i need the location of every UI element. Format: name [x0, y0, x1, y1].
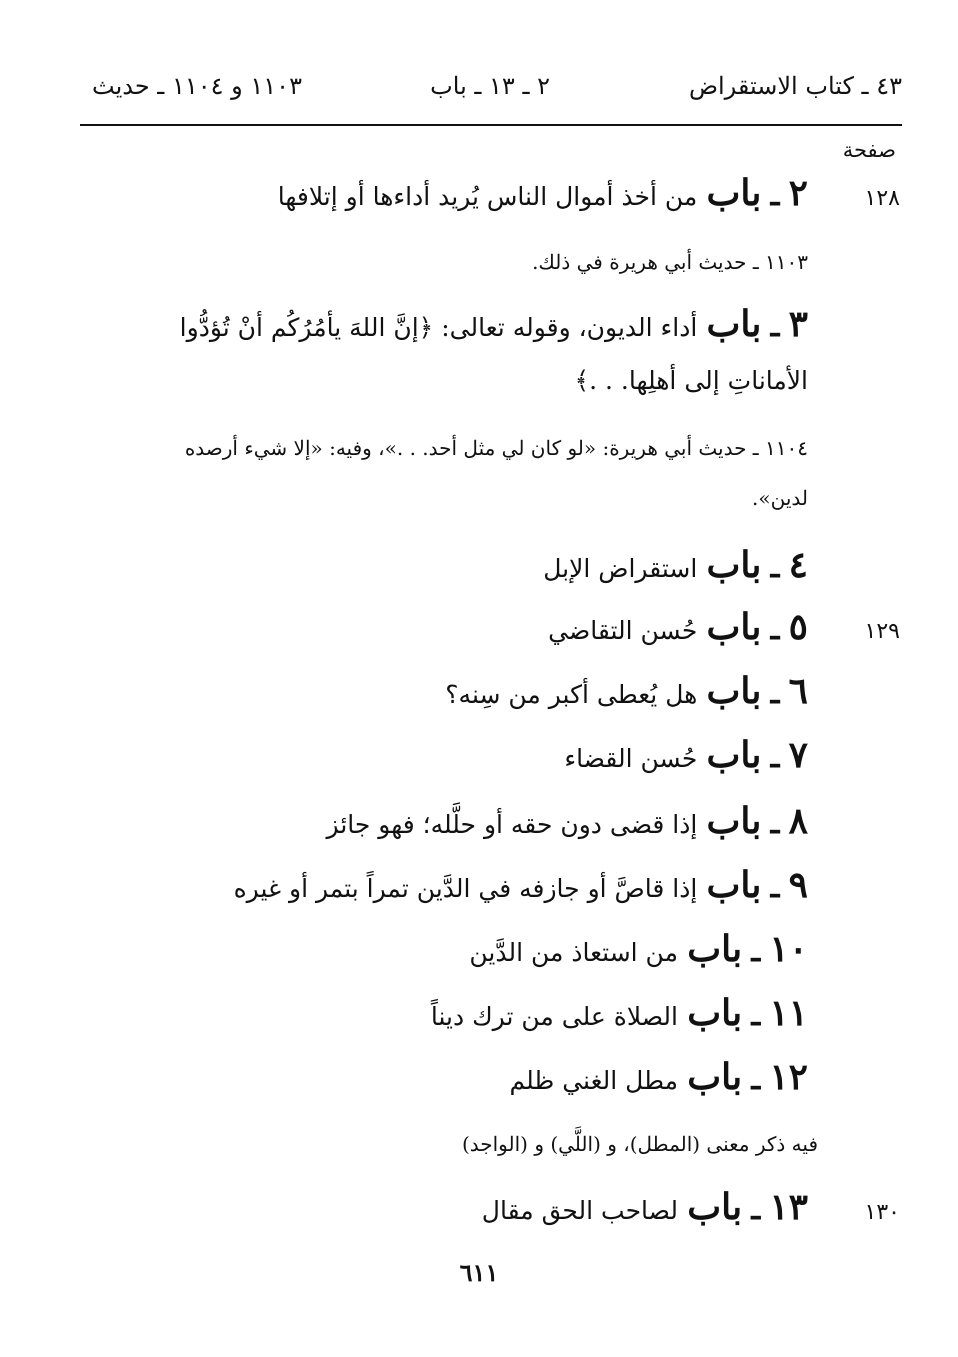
bab-number: ١٢: [769, 1056, 808, 1098]
hadith-reference: ١١٠٤ ـ حديث أبي هريرة: «لو كان لي مثل أحد. . .»، وفيه: «إلا شيء أرصده: [184, 436, 808, 460]
bab-heading: [509, 1056, 808, 1098]
bab-heading: [234, 864, 808, 906]
bab-dash: ـ: [770, 178, 780, 213]
bab-word: باب: [706, 544, 762, 586]
bab-dash: ـ: [770, 309, 780, 344]
bab-dash: ـ: [751, 1192, 761, 1227]
bab-heading: [445, 670, 808, 712]
bab-heading: [469, 928, 808, 970]
bab-dash: ـ: [770, 740, 780, 775]
bab-title: من أخذ أموال الناس يُريد أداءها أو إتلافها: [277, 182, 698, 211]
bab-dash: ـ: [751, 1062, 761, 1097]
bab-title: مطل الغني ظلم: [509, 1066, 678, 1095]
bab-word: باب: [706, 172, 762, 214]
bab-title: استقراض الإبل: [543, 554, 698, 583]
bab-title: هل يُعطى أكبر من سِنه؟: [445, 680, 698, 709]
page-number-ref: ١٢٨: [864, 186, 900, 211]
bab-word: باب: [687, 992, 743, 1034]
bab-heading: [327, 800, 808, 842]
hadith-reference-continuation: لدين».: [752, 486, 808, 510]
folio-page-number: ٦١١: [459, 1258, 499, 1287]
page-number-ref: ١٢٩: [864, 619, 900, 644]
bab-word: باب: [706, 303, 762, 345]
bab-number: ٢: [788, 172, 808, 214]
bab-number: ٨: [788, 800, 808, 842]
bab-number: ٦: [788, 670, 808, 712]
bab-number: ٩: [788, 864, 808, 906]
bab-number: ١٣: [769, 1186, 808, 1228]
bab-number: ٤: [788, 544, 808, 586]
bab-word: باب: [706, 606, 762, 648]
page-column-label: صفحة: [842, 138, 896, 162]
bab-dash: ـ: [751, 934, 761, 969]
bab-title: إذا قاصَّ أو جازفه في الدَّين تمراً بتمر أو غيره: [233, 874, 698, 903]
bab-word: باب: [706, 800, 762, 842]
bab-heading: [548, 606, 808, 648]
bab-title: حُسن التقاضي: [548, 616, 698, 645]
bab-title: أداء الديون، وقوله تعالى: ﴿إنَّ اللهَ يأمُرُكُم أنْ تُؤدُّوا: [179, 313, 698, 342]
bab-word: باب: [706, 670, 762, 712]
bab-title-cont: الأماناتِ إلى أهلِها. . .﴾: [574, 366, 808, 395]
bab-dash: ـ: [770, 676, 780, 711]
bab-dash: ـ: [751, 998, 761, 1033]
bab-title: الصلاة على من ترك ديناً: [430, 1002, 678, 1031]
bab-number: ١٠: [769, 928, 808, 970]
bab-number: ٣: [788, 303, 808, 345]
bab-word: باب: [687, 1186, 743, 1228]
bab-dash: ـ: [770, 806, 780, 841]
bab-word: باب: [687, 1056, 743, 1098]
running-header: [80, 72, 902, 112]
bab-heading: [278, 172, 808, 214]
bab-word: باب: [706, 864, 762, 906]
bab-heading: [180, 303, 808, 345]
bab-heading: [564, 734, 808, 776]
bab-word: باب: [687, 928, 743, 970]
bab-word: باب: [706, 734, 762, 776]
bab-dash: ـ: [770, 870, 780, 905]
header-book-title: ٤٣ ـ كتاب الاستقراض: [688, 72, 902, 100]
header-chapter-range: ٢ ـ ١٣ ـ باب: [430, 72, 550, 100]
bab-number: ٥: [788, 606, 808, 648]
bab-number: ١١: [769, 992, 808, 1034]
page-number-ref: ١٣٠: [864, 1200, 900, 1225]
bab-number: ٧: [788, 734, 808, 776]
bab-title-continuation: [574, 362, 808, 396]
bab-note: فيه ذكر معنى (المطل)، و (اللَّي) و (الواجد): [461, 1132, 818, 1156]
bab-dash: ـ: [770, 612, 780, 647]
bab-heading: [482, 1186, 808, 1228]
bab-heading: [431, 992, 808, 1034]
hadith-reference: ١١٠٣ ـ حديث أبي هريرة في ذلك.: [532, 250, 808, 274]
bab-heading: [543, 544, 808, 586]
bab-title: إذا قضى دون حقه أو حلَّله؛ فهو جائز: [326, 810, 698, 839]
bab-title: لصاحب الحق مقال: [481, 1196, 678, 1225]
header-rule: [80, 124, 902, 126]
bab-title: من استعاذ من الدَّين: [469, 938, 678, 967]
bab-title: حُسن القضاء: [564, 744, 698, 773]
bab-dash: ـ: [770, 550, 780, 585]
header-hadith-range: ١١٠٣ و ١١٠٤ ـ حديث: [92, 72, 302, 100]
